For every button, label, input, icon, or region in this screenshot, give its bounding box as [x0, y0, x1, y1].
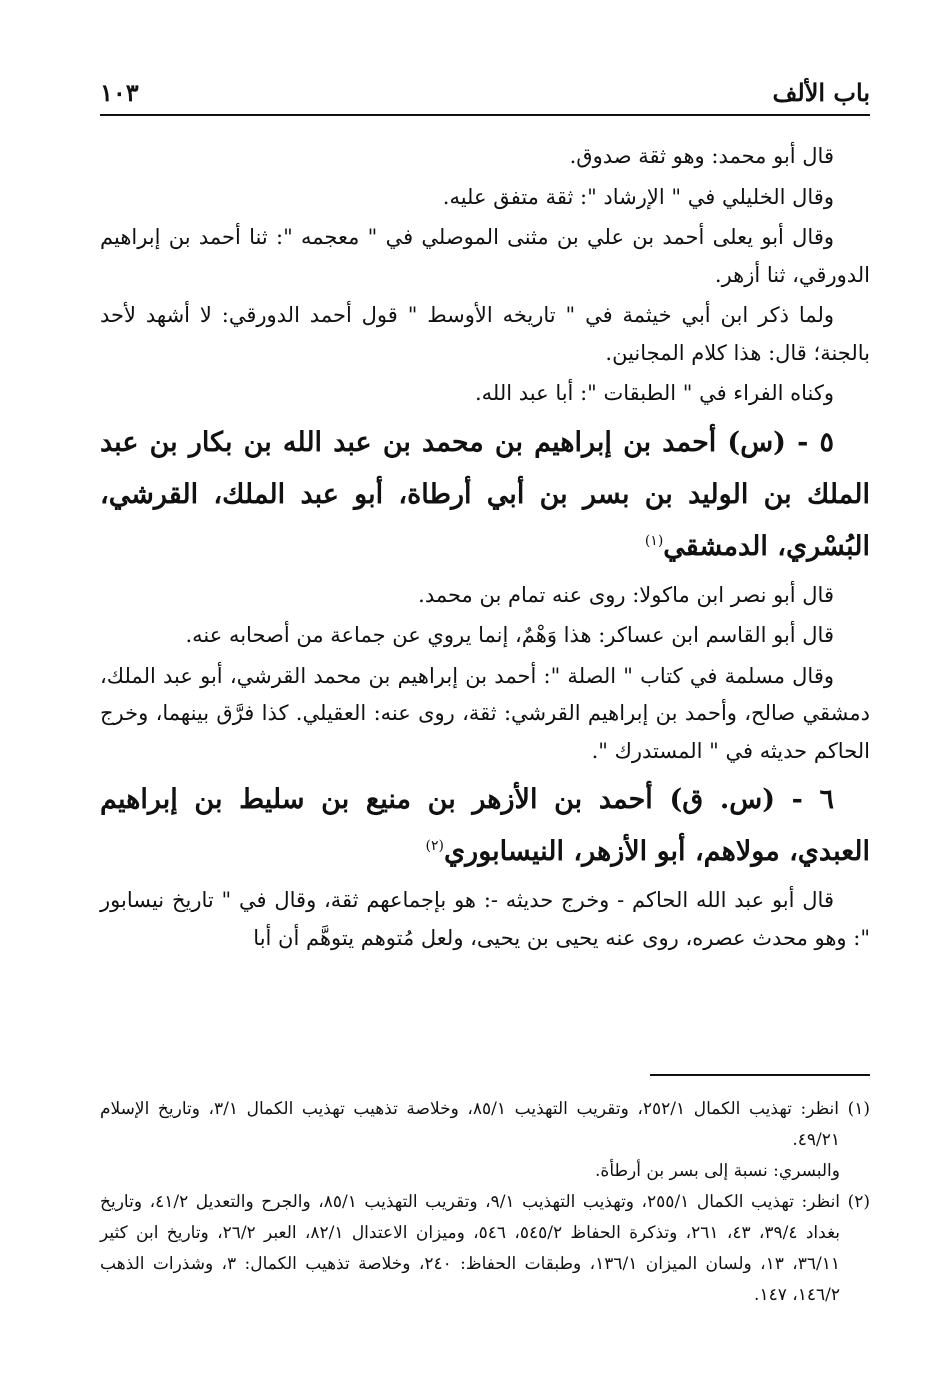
- running-header: [100, 74, 870, 116]
- paragraph: قال أبو عبد الله الحاكم - وخرج حديثه -: هو بإجماعهم ثقة، وقال في " تاريخ نيسابور ": وهو محدث عصره، روى عنه يحيى بن يحيى، ولعل مُتوهم يتوهَّم أن أبا: [100, 888, 870, 950]
- paragraph: قال أبو محمد: وهو ثقة صدوق.: [569, 144, 834, 168]
- main-text: [100, 138, 870, 957]
- paragraph: وقال الخليلي في " الإرشاد ": ثقة متفق عليه.: [442, 184, 834, 209]
- paragraph: وقال مسلمة في كتاب " الصلة ": أحمد بن إبراهيم بن محمد القرشي، أبو عبد الملك، دمشقي صالح، وأحمد بن إبراهيم القرشي: ثقة، روى عنه: العقيلي. كذا فرَّق بينهما، وخرج الحاكم حديثه في " المستدرك ".: [100, 663, 870, 763]
- paragraph: وكناه الفراء في " الطبقات ": أبا عبد الله.: [474, 381, 834, 405]
- paragraph: قال أبو نصر ابن ماكولا: روى عنه تمام بن محمد.: [418, 582, 834, 607]
- paragraph: وقال أبو يعلى أحمد بن علي بن مثنى الموصلي في " معجمه ": ثنا أحمد بن إبراهيم الدورقي، ثنا أزهر.: [100, 225, 870, 287]
- book-page: [100, 74, 870, 1354]
- footnote-2: (٢) انظر: تهذيب الكمال ٢٥٥/١، وتهذيب التهذيب ٩/١، وتقريب التهذيب ٨٥/١، والجرح والتعديل ٤١/٢، وتاريخ بغداد ٣٩/٤، ٤٣، ٢٦١، وتذكرة الحفاظ ٥٤٥/٢، ٥٤٦، وميزان الاعتدال ٨٢/١، العبر ٢٦/٢، وتاريخ ابن كثير ٣٦/١١، ١٣، ولسان الميزان ١٣٦/١، وطبقات الحفاظ: ٢٤٠، وخلاصة تذهيب الكمال: ٣، وشذرات الذهب ١٤٦/٢، ١٤٧.: [100, 1192, 870, 1305]
- footnote-divider: [650, 1074, 870, 1076]
- footnote-ref-1: (١): [644, 532, 664, 549]
- footnote-1: (١) انظر: تهذيب الكمال ٢٥٢/١، وتقريب التهذيب ٨٥/١، وخلاصة تذهيب تهذيب الكمال ٣/١، وتاريخ الإسلام ٤٩/٢١.: [100, 1099, 870, 1150]
- paragraph: ولما ذكر ابن أبي خيثمة في " تاريخه الأوسط " قول أحمد الدورقي: لا أشهد لأحد بالجنة؛ قال: هذا كلام المجانين.: [100, 303, 870, 365]
- entry-heading-text: ٥ - (س) أحمد بن إبراهيم بن محمد بن عبد الله بن بكار بن عبد الملك بن الوليد بن بسر بن أبي أرطاة، أبو عبد الملك، القرشي، البُسْري، الدمشقي: [100, 426, 870, 562]
- footnote-ref-2: (٢): [425, 838, 445, 854]
- paragraph: قال أبو القاسم ابن عساكر: هذا وَهْمٌ، إنما يروي عن جماعة من أصحابه عنه.: [185, 623, 834, 647]
- page-number: ١٠٣: [100, 78, 139, 107]
- entry-heading-text: ٦ - (س. ق) أحمد بن الأزهر بن منيع بن سليط بن إبراهيم العبدي، مولاهم، أبو الأزهر، النيسابوري: [100, 784, 870, 867]
- footnotes: [100, 1094, 870, 1311]
- chapter-title: باب الألف: [772, 78, 870, 107]
- entry-heading-5: [100, 417, 870, 573]
- footnote-1-note: والبسري: نسبة إلى بسر بن أرطأة.: [595, 1161, 840, 1181]
- entry-heading-6: [100, 774, 870, 878]
